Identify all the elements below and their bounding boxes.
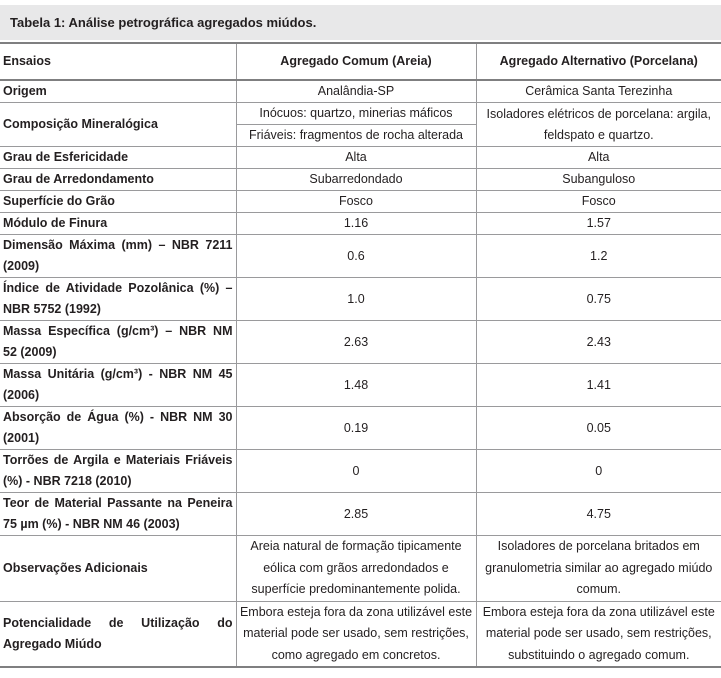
row-absorcao-agua xyxy=(0,407,721,450)
row-arredondamento xyxy=(0,169,721,191)
alternativo-atividade-pozolanica: 0.75 xyxy=(476,278,721,321)
label-absorcao-agua: Absorção de Água (%) - NBR NM 30 (2001) xyxy=(0,407,236,450)
row-composicao-1 xyxy=(0,103,721,125)
alternativo-modulo-finura: 1.57 xyxy=(476,213,721,235)
label-modulo-finura: Módulo de Finura xyxy=(0,213,236,235)
row-origem xyxy=(0,80,721,103)
label-massa-unitaria: Massa Unitária (g/cm³) - NBR NM 45 (2006) xyxy=(0,364,236,407)
row-material-passante xyxy=(0,493,721,536)
alternativo-composicao: Isoladores elétricos de porcelana: argila, feldspato e quartzo. xyxy=(476,103,721,147)
label-potencialidade: Potencialidade de Utilização do Agregado Miúdo xyxy=(0,601,236,667)
alternativo-origem: Cerâmica Santa Terezinha xyxy=(476,80,721,103)
comum-origem: Analândia-SP xyxy=(236,80,476,103)
label-origem: Origem xyxy=(0,80,236,103)
label-esfericidade: Grau de Esfericidade xyxy=(0,147,236,169)
alternativo-torroes-argila: 0 xyxy=(476,450,721,493)
alternativo-superficie: Fosco xyxy=(476,191,721,213)
label-atividade-pozolanica: Índice de Atividade Pozolânica (%) – NBR 5752 (1992) xyxy=(0,278,236,321)
comum-material-passante: 2.85 xyxy=(236,493,476,536)
label-superficie: Superfície do Grão xyxy=(0,191,236,213)
alternativo-absorcao-agua: 0.05 xyxy=(476,407,721,450)
comum-superficie: Fosco xyxy=(236,191,476,213)
alternativo-observacoes: Isoladores de porcelana britados em granulometria similar ao agregado miúdo comum. xyxy=(476,536,721,602)
comum-absorcao-agua: 0.19 xyxy=(236,407,476,450)
label-massa-especifica: Massa Específica (g/cm³) – NBR NM 52 (2009) xyxy=(0,321,236,364)
header-agregado-comum: Agregado Comum (Areia) xyxy=(236,43,476,80)
label-arredondamento: Grau de Arredondamento xyxy=(0,169,236,191)
alternativo-massa-especifica: 2.43 xyxy=(476,321,721,364)
row-superficie xyxy=(0,191,721,213)
comum-torroes-argila: 0 xyxy=(236,450,476,493)
comum-observacoes: Areia natural de formação tipicamente eólica com grãos arredondados e superfície predominantemente polida. xyxy=(236,536,476,602)
comum-atividade-pozolanica: 1.0 xyxy=(236,278,476,321)
alternativo-arredondamento: Subanguloso xyxy=(476,169,721,191)
petrographic-table xyxy=(0,42,721,668)
row-torroes-argila xyxy=(0,450,721,493)
comum-modulo-finura: 1.16 xyxy=(236,213,476,235)
header-agregado-alternativo: Agregado Alternativo (Porcelana) xyxy=(476,43,721,80)
label-dimensao-maxima: Dimensão Máxima (mm) – NBR 7211 (2009) xyxy=(0,235,236,278)
alternativo-material-passante: 4.75 xyxy=(476,493,721,536)
alternativo-massa-unitaria: 1.41 xyxy=(476,364,721,407)
comum-massa-especifica: 2.63 xyxy=(236,321,476,364)
header-ensaios: Ensaios xyxy=(0,43,236,80)
alternativo-potencialidade: Embora esteja fora da zona utilizável este material pode ser usado, sem restrições, substituindo o agregado comum. xyxy=(476,601,721,667)
comum-composicao-inocuos: Inócuos: quartzo, minerias máficos xyxy=(236,103,476,125)
row-atividade-pozolanica xyxy=(0,278,721,321)
comum-composicao-friaveis: Friáveis: fragmentos de rocha alterada xyxy=(236,125,476,147)
label-observacoes: Observações Adicionais xyxy=(0,536,236,602)
row-esfericidade xyxy=(0,147,721,169)
row-potencialidade xyxy=(0,601,721,667)
alternativo-dimensao-maxima: 1.2 xyxy=(476,235,721,278)
label-composicao: Composição Mineralógica xyxy=(0,103,236,147)
row-dimensao-maxima xyxy=(0,235,721,278)
row-massa-especifica xyxy=(0,321,721,364)
alternativo-esfericidade: Alta xyxy=(476,147,721,169)
comum-massa-unitaria: 1.48 xyxy=(236,364,476,407)
comum-esfericidade: Alta xyxy=(236,147,476,169)
row-massa-unitaria xyxy=(0,364,721,407)
row-observacoes xyxy=(0,536,721,602)
comum-arredondamento: Subarredondado xyxy=(236,169,476,191)
row-modulo-finura xyxy=(0,213,721,235)
label-torroes-argila: Torrões de Argila e Materiais Friáveis (%) - NBR 7218 (2010) xyxy=(0,450,236,493)
comum-dimensao-maxima: 0.6 xyxy=(236,235,476,278)
comum-potencialidade: Embora esteja fora da zona utilizável este material pode ser usado, sem restrições, como agregado em concretos. xyxy=(236,601,476,667)
header-row xyxy=(0,43,721,80)
label-material-passante: Teor de Material Passante na Peneira 75 µm (%) - NBR NM 46 (2003) xyxy=(0,493,236,536)
table-caption: Tabela 1: Análise petrográfica agregados miúdos. xyxy=(0,5,721,40)
